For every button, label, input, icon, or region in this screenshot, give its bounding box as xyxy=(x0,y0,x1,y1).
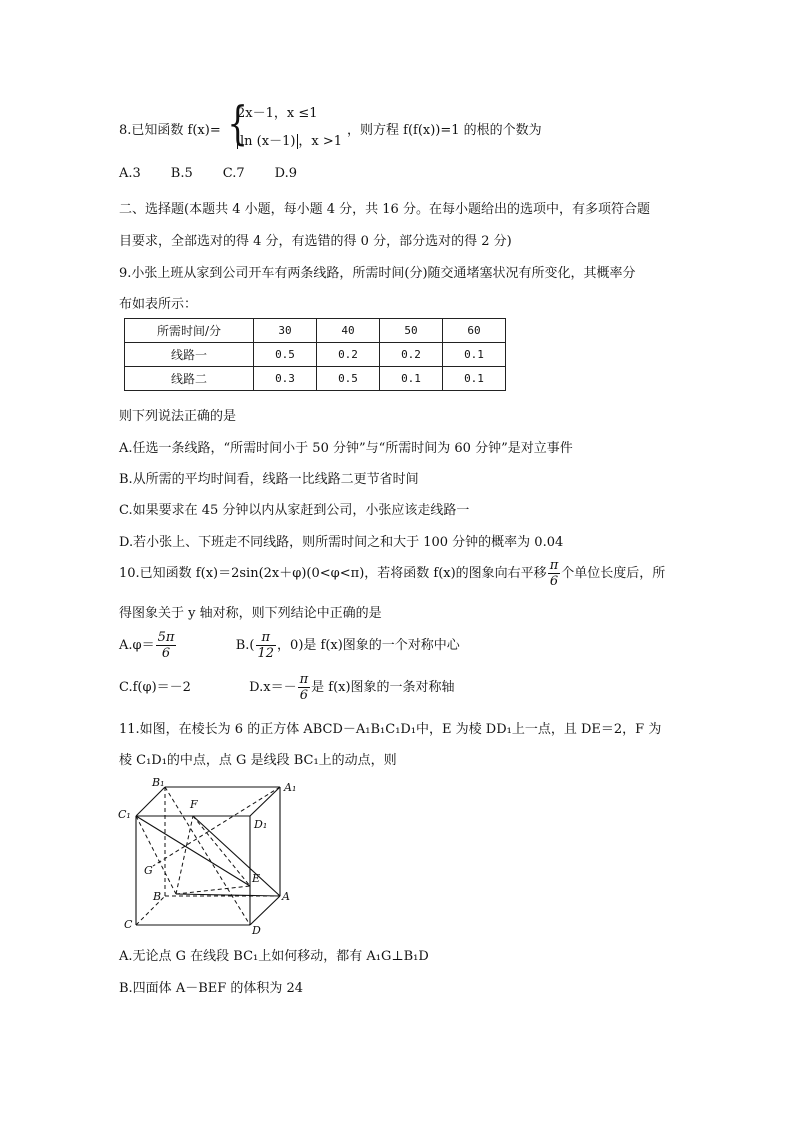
q10-option-a-fraction xyxy=(156,630,177,661)
q11-option-a: A.无论点 G 在线段 BC₁上如何移动，都有 A₁G⊥B₁D xyxy=(119,949,429,964)
q8-case-2 xyxy=(237,130,342,149)
q10-line-2: 得图象关于 y 轴对称，则下列结论中正确的是 xyxy=(119,606,382,621)
q10-option-c: C.f(φ)＝－2 xyxy=(119,680,191,695)
q10-line-1 xyxy=(119,558,665,589)
q10-option-d-rest: 是 f(x)图象的一条对称轴 xyxy=(311,680,455,695)
table-cell: 0.5 xyxy=(254,343,317,367)
segment-b-e xyxy=(176,886,250,894)
table-cell: 0.2 xyxy=(317,343,380,367)
fraction-numerator: π xyxy=(549,558,559,573)
q10-option-b-fraction xyxy=(256,630,277,661)
q8-case-2-cond: ，x >1 xyxy=(298,134,343,149)
q8-case-2-abs: ln (x－1) xyxy=(237,134,298,149)
table-header-cell: 所需时间/分 xyxy=(125,319,254,343)
label-e: E xyxy=(252,872,261,885)
cube-figure xyxy=(118,776,298,936)
q8-option-b: B.5 xyxy=(170,166,193,181)
q9-line-1: 9.小张上班从家到公司开车有两条线路，所需时间(分)随交通堵塞状况有所变化，其概率分 xyxy=(119,266,636,281)
q9-option-b: B.从所需的平均时间看，线路一比线路二更节省时间 xyxy=(119,472,419,487)
q11-line-1: 11.如图，在棱长为 6 的正方体 ABCD－A₁B₁C₁D₁中，E 为棱 DD₁上一点，且 DE＝2，F 为 xyxy=(119,722,662,737)
label-f: F xyxy=(190,798,198,811)
table-cell: 线路一 xyxy=(125,343,254,367)
fraction-denominator: 12 xyxy=(257,646,275,661)
table-cell: 0.2 xyxy=(380,343,443,367)
q10-option-b-rest: ，0)是 f(x)图象的一个对称中心 xyxy=(277,638,460,653)
table-header-cell: 30 xyxy=(254,319,317,343)
table-cell: 0.1 xyxy=(443,367,506,391)
q10-option-d-text: D.x＝－ xyxy=(249,680,297,695)
table-header-cell: 50 xyxy=(380,319,443,343)
table-cell: 线路二 xyxy=(125,367,254,391)
label-a: A xyxy=(282,890,290,903)
label-b: B xyxy=(153,890,162,903)
q8-option-a: A.3 xyxy=(119,166,141,181)
q8-option-d: D.9 xyxy=(274,166,298,181)
fraction-numerator: π xyxy=(299,672,309,687)
q8-suffix: ，则方程 f(f(x))=1 的根的个数为 xyxy=(347,123,542,138)
q10-option-a-text: A.φ＝ xyxy=(119,638,155,653)
q10-options-cd xyxy=(119,672,455,703)
q10-line-1-text-b: 个单位长度后，所 xyxy=(561,566,666,581)
table-cell: 0.1 xyxy=(443,343,506,367)
edge-d1-a1 xyxy=(250,787,280,816)
edge-c1-b1 xyxy=(136,787,165,816)
segment-b-f xyxy=(176,816,193,894)
q10-options-ab xyxy=(119,630,460,661)
q8-prefix: 8.已知函数 f(x)= xyxy=(119,123,221,138)
q9-line-2: 布如表所示： xyxy=(119,297,198,312)
q10-option-d-fraction xyxy=(298,672,311,703)
piecewise-brace: { xyxy=(227,96,248,150)
q9-option-d: D.若小张上、下班走不同线路，则所需时间之和大于 100 分钟的概率为 0.04 xyxy=(119,535,564,550)
edge-d-a xyxy=(250,896,280,925)
probability-table xyxy=(124,318,506,391)
q9-option-a: A.任选一条线路，“所需时间小于 50 分钟”与“所需时间为 60 分钟”是对立事件 xyxy=(119,441,573,456)
q8-case-1: 2x－1，x ≤1 xyxy=(237,106,318,121)
fraction-denominator: 6 xyxy=(549,574,559,589)
label-b1: B₁ xyxy=(152,776,165,789)
label-g: G xyxy=(144,864,153,877)
q10-option-b-text: B.( xyxy=(235,638,255,653)
fraction-denominator: 6 xyxy=(299,688,308,703)
table-row xyxy=(125,367,506,391)
q10-shift-fraction xyxy=(548,558,561,589)
label-c1: C₁ xyxy=(118,808,131,821)
q10-option-b xyxy=(235,630,460,661)
q10-line-1-text-a: 10.已知函数 f(x)＝2sin(2x＋φ)(0<φ<π)，若将函数 f(x)的图象向右平移 xyxy=(119,566,547,581)
table-cell: 0.5 xyxy=(317,367,380,391)
q11-line-2: 棱 C₁D₁的中点，点 G 是线段 BC₁上的动点，则 xyxy=(119,753,397,768)
label-c: C xyxy=(124,918,133,931)
table-cell: 0.3 xyxy=(254,367,317,391)
section-2-line-2: 目要求，全部选对的得 4 分，有选错的得 0 分，部分选对的得 2 分) xyxy=(119,234,512,249)
label-d: D xyxy=(252,924,261,936)
segment-f-e xyxy=(193,816,250,886)
fraction-numerator: 5π xyxy=(157,630,175,645)
q8-option-c: C.7 xyxy=(222,166,245,181)
label-d1: D₁ xyxy=(254,818,268,831)
label-a1: A₁ xyxy=(284,781,297,794)
table-cell: 0.1 xyxy=(380,367,443,391)
q8-options xyxy=(119,166,297,181)
section-2-line-1: 二、选择题(本题共 4 小题，每小题 4 分，共 16 分。在每小题给出的选项中，有多项符合题 xyxy=(119,202,650,217)
q9-option-c: C.如果要求在 45 分钟以内从家赶到公司，小张应该走线路一 xyxy=(119,503,470,518)
q11-option-b: B.四面体 A－BEF 的体积为 24 xyxy=(119,981,304,996)
q9-prompt: 则下列说法正确的是 xyxy=(119,409,237,424)
table-header-row xyxy=(125,319,506,343)
table-row xyxy=(125,343,506,367)
q10-option-d xyxy=(249,672,455,703)
fraction-numerator: π xyxy=(256,630,277,646)
table-header-cell: 60 xyxy=(443,319,506,343)
table-header-cell: 40 xyxy=(317,319,380,343)
fraction-denominator: 6 xyxy=(161,646,171,661)
segment-c1-e xyxy=(136,816,250,886)
